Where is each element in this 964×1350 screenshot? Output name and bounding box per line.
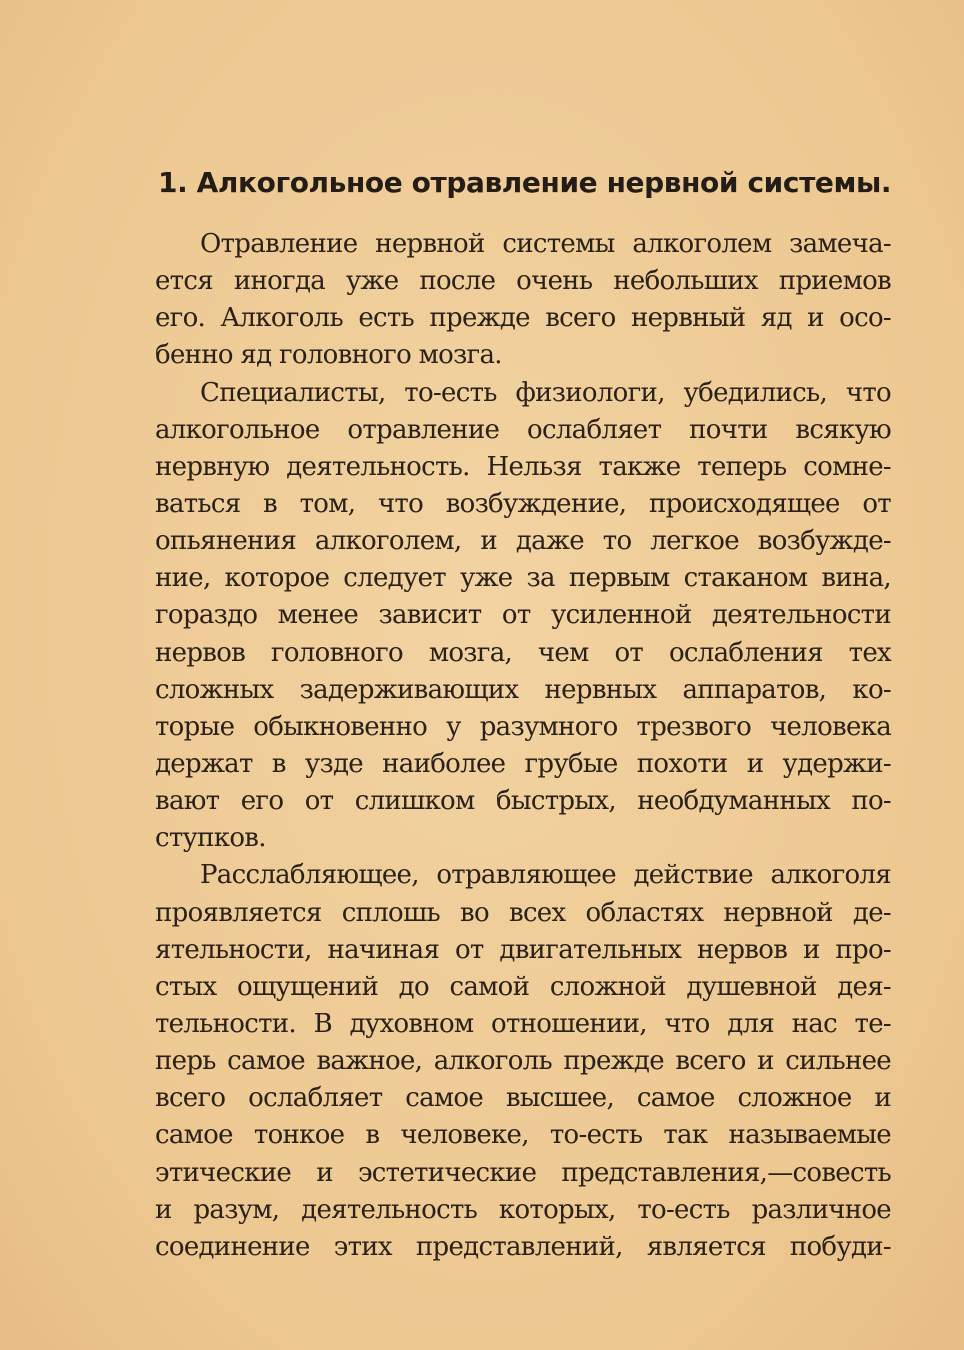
text-line: ется иногда уже после очень небольших приемов — [155, 266, 891, 297]
text-line: его. Алкоголь есть прежде всего нервный яд и осо- — [155, 303, 891, 334]
paragraph-3 — [155, 857, 891, 1266]
text-line: вают его от слишком быстрых, необдуманных по- — [155, 786, 891, 817]
text-line: тельности. В духовном отношении, что для нас те- — [155, 1008, 891, 1039]
text-line: Специалисты, то-есть физиологи, убедились, что — [200, 377, 891, 408]
text-line: перь самое важное, алкоголь прежде всего и сильнее — [155, 1046, 891, 1077]
text-line: опьянения алкоголем, и даже то легкое возбужде- — [155, 526, 891, 557]
text-line: Расслабляющее, отравляющее действие алкоголя — [200, 860, 891, 891]
text-line: ние, которое следует уже за первым стаканом вина, — [155, 563, 891, 594]
text-line: соединение этих представлений, является побуди- — [155, 1231, 891, 1262]
text-line: самое тонкое в человеке, то-есть так называемые — [155, 1120, 891, 1151]
text-line: бенно яд головного мозга. — [155, 340, 502, 371]
text-line: ваться в том, что возбуждение, происходящее от — [155, 488, 891, 519]
text-line: держат в узде наиболее грубые похоти и удержи- — [155, 748, 891, 779]
text-line: этические и эстетические представления,—совесть — [155, 1157, 891, 1188]
text-line: нервную деятельность. Нельзя также теперь сомне- — [155, 451, 891, 482]
text-line: сложных задерживающих нервных аппаратов, ко- — [155, 674, 891, 705]
paragraph-1 — [155, 226, 891, 375]
body-text — [155, 226, 891, 1266]
text-line: стых ощущений до самой сложной душевной дея- — [155, 971, 891, 1002]
text-line: ступков. — [155, 823, 266, 854]
text-line: Отравление нервной системы алкоголем замеча- — [200, 229, 891, 259]
text-line: алкогольное отравление ослабляет почти всякую — [155, 414, 891, 445]
text-line: всего ослабляет самое высшее, самое сложное и — [155, 1083, 891, 1114]
text-line: и разум, деятельность которых, то-есть различное — [155, 1194, 891, 1225]
text-line: гораздо менее зависит от усиленной деятельности — [155, 600, 891, 631]
text-line: ятельности, начиная от двигательных нервов и про- — [155, 934, 891, 965]
text-line: торые обыкновенно у разумного трезвого человека — [155, 711, 891, 742]
text-line: проявляется сплошь во всех областях нервной де- — [155, 897, 891, 928]
text-line: нервов головного мозга, чем от ослабления тех — [155, 637, 891, 668]
section-heading: 1. Алкогольное отравление нервной системы. — [158, 166, 892, 199]
paragraph-2 — [155, 375, 891, 858]
